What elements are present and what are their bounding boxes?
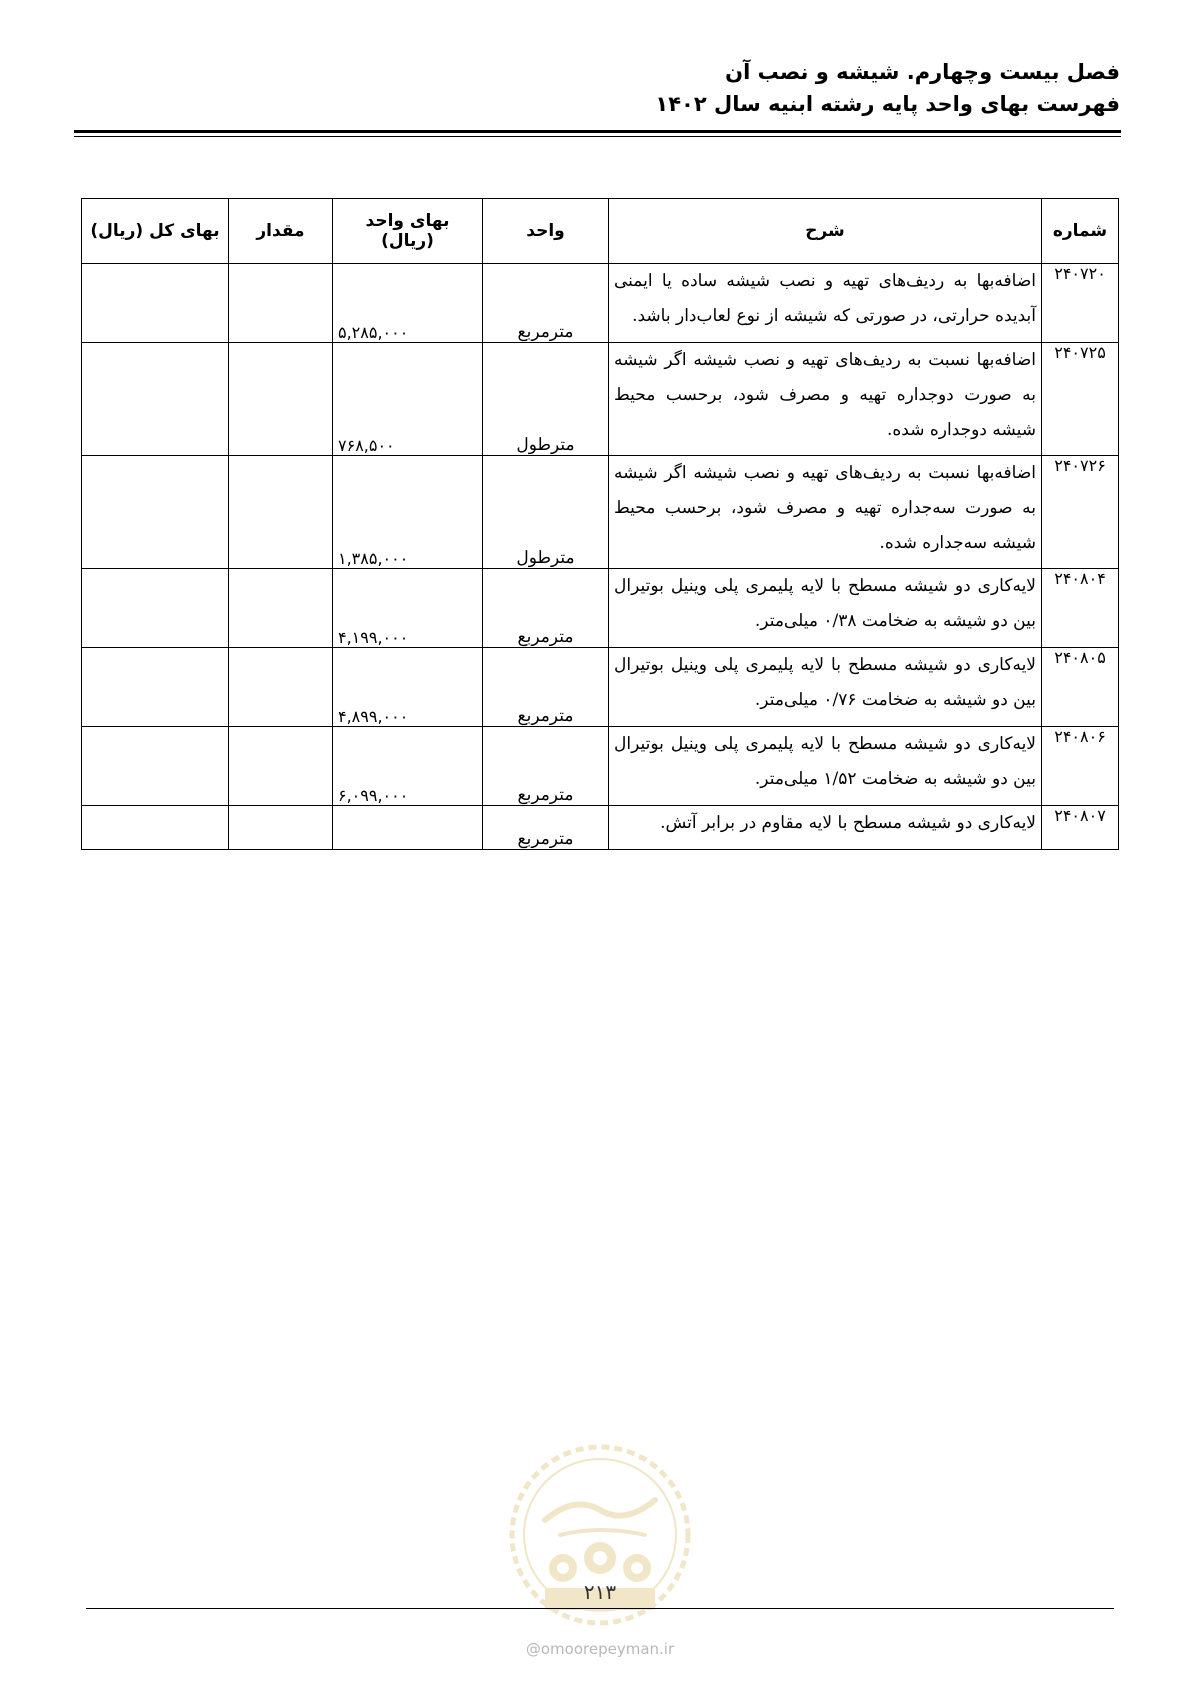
row-unit: مترمربع [483, 264, 609, 343]
row-total-price [82, 569, 229, 648]
row-code: ۲۴۰۷۲۶ [1042, 456, 1119, 569]
table-row [82, 569, 1119, 648]
price-list-table [81, 198, 1119, 850]
row-total-price [82, 264, 229, 343]
row-quantity [229, 264, 333, 343]
column-header-quantity: مقدار [229, 199, 333, 264]
row-unit-price: ۴,۸۹۹,۰۰۰ [333, 648, 483, 727]
row-quantity [229, 648, 333, 727]
header-rule-thick [74, 130, 1121, 133]
row-unit-price: ۷۶۸,۵۰۰ [333, 343, 483, 456]
row-total-price [82, 343, 229, 456]
table-row [82, 264, 1119, 343]
row-unit-price: ۶,۰۹۹,۰۰۰ [333, 727, 483, 806]
row-unit-price: ۴,۱۹۹,۰۰۰ [333, 569, 483, 648]
footer-rule [86, 1608, 1114, 1609]
column-header-total-price: بهای کل (ریال) [82, 199, 229, 264]
row-code: ۲۴۰۸۰۴ [1042, 569, 1119, 648]
row-code: ۲۴۰۷۲۰ [1042, 264, 1119, 343]
table-row [82, 806, 1119, 850]
row-code: ۲۴۰۸۰۵ [1042, 648, 1119, 727]
website-watermark: @omoorepeyman.ir [525, 1640, 675, 1658]
row-unit: مترطول [483, 456, 609, 569]
row-total-price [82, 456, 229, 569]
column-header-unit-price: بهای واحد (ریال) [333, 199, 483, 264]
row-description: لایه‌کاری دو شیشه مسطح با لایه مقاوم در برابر آتش. [609, 806, 1042, 850]
row-unit: مترمربع [483, 648, 609, 727]
row-total-price [82, 727, 229, 806]
table-row [82, 648, 1119, 727]
table-row [82, 727, 1119, 806]
row-total-price [82, 806, 229, 850]
row-unit-price [333, 806, 483, 850]
page-number: ۲۱۳ [583, 1580, 617, 1604]
row-code: ۲۴۰۷۲۵ [1042, 343, 1119, 456]
row-unit: مترمربع [483, 569, 609, 648]
document-subtitle: فهرست بهای واحد پایه رشته ابنیه سال ۱۴۰۲ [655, 92, 1120, 116]
row-unit: مترمربع [483, 727, 609, 806]
page-header [70, 56, 1120, 120]
row-unit: مترطول [483, 343, 609, 456]
row-description: لایه‌کاری دو شیشه مسطح با لایه پلیمری پلی وینیل بوتیرال بین دو شیشه به ضخامت ۰/۳۸ میلی‌متر. [609, 569, 1042, 648]
row-description: اضافه‌بها نسبت به ردیف‌های تهیه و نصب شیشه اگر شیشه به صورت دوجداره تهیه و مصرف شود، برحسب محیط شیشه دوجداره شده. [609, 343, 1042, 456]
column-header-code: شماره [1042, 199, 1119, 264]
row-quantity [229, 806, 333, 850]
column-header-unit: واحد [483, 199, 609, 264]
table-row [82, 343, 1119, 456]
column-header-description: شرح [609, 199, 1042, 264]
row-quantity [229, 343, 333, 456]
row-quantity [229, 456, 333, 569]
row-description: اضافه‌بها نسبت به ردیف‌های تهیه و نصب شیشه اگر شیشه به صورت سه‌جداره تهیه و مصرف شود، برحسب محیط شیشه سه‌جداره شده. [609, 456, 1042, 569]
row-unit: مترمربع [483, 806, 609, 850]
row-quantity [229, 727, 333, 806]
row-description: لایه‌کاری دو شیشه مسطح با لایه پلیمری پلی وینیل بوتیرال بین دو شیشه به ضخامت ۱/۵۲ میلی‌متر. [609, 727, 1042, 806]
table-header-row [82, 199, 1119, 264]
row-code: ۲۴۰۸۰۶ [1042, 727, 1119, 806]
header-rule-thin [74, 136, 1121, 137]
row-total-price [82, 648, 229, 727]
row-unit-price: ۵,۲۸۵,۰۰۰ [333, 264, 483, 343]
row-description: لایه‌کاری دو شیشه مسطح با لایه پلیمری پلی وینیل بوتیرال بین دو شیشه به ضخامت ۰/۷۶ میلی‌متر. [609, 648, 1042, 727]
row-unit-price: ۱,۳۸۵,۰۰۰ [333, 456, 483, 569]
table-row [82, 456, 1119, 569]
row-quantity [229, 569, 333, 648]
chapter-title: فصل بیست وچهارم. شیشه و نصب آن [725, 60, 1120, 84]
row-description: اضافه‌بها به ردیف‌های تهیه و نصب شیشه ساده یا ایمنی آبدیده حرارتی، در صورتی که شیشه از نوع لعاب‌دار باشد. [609, 264, 1042, 343]
row-code: ۲۴۰۸۰۷ [1042, 806, 1119, 850]
